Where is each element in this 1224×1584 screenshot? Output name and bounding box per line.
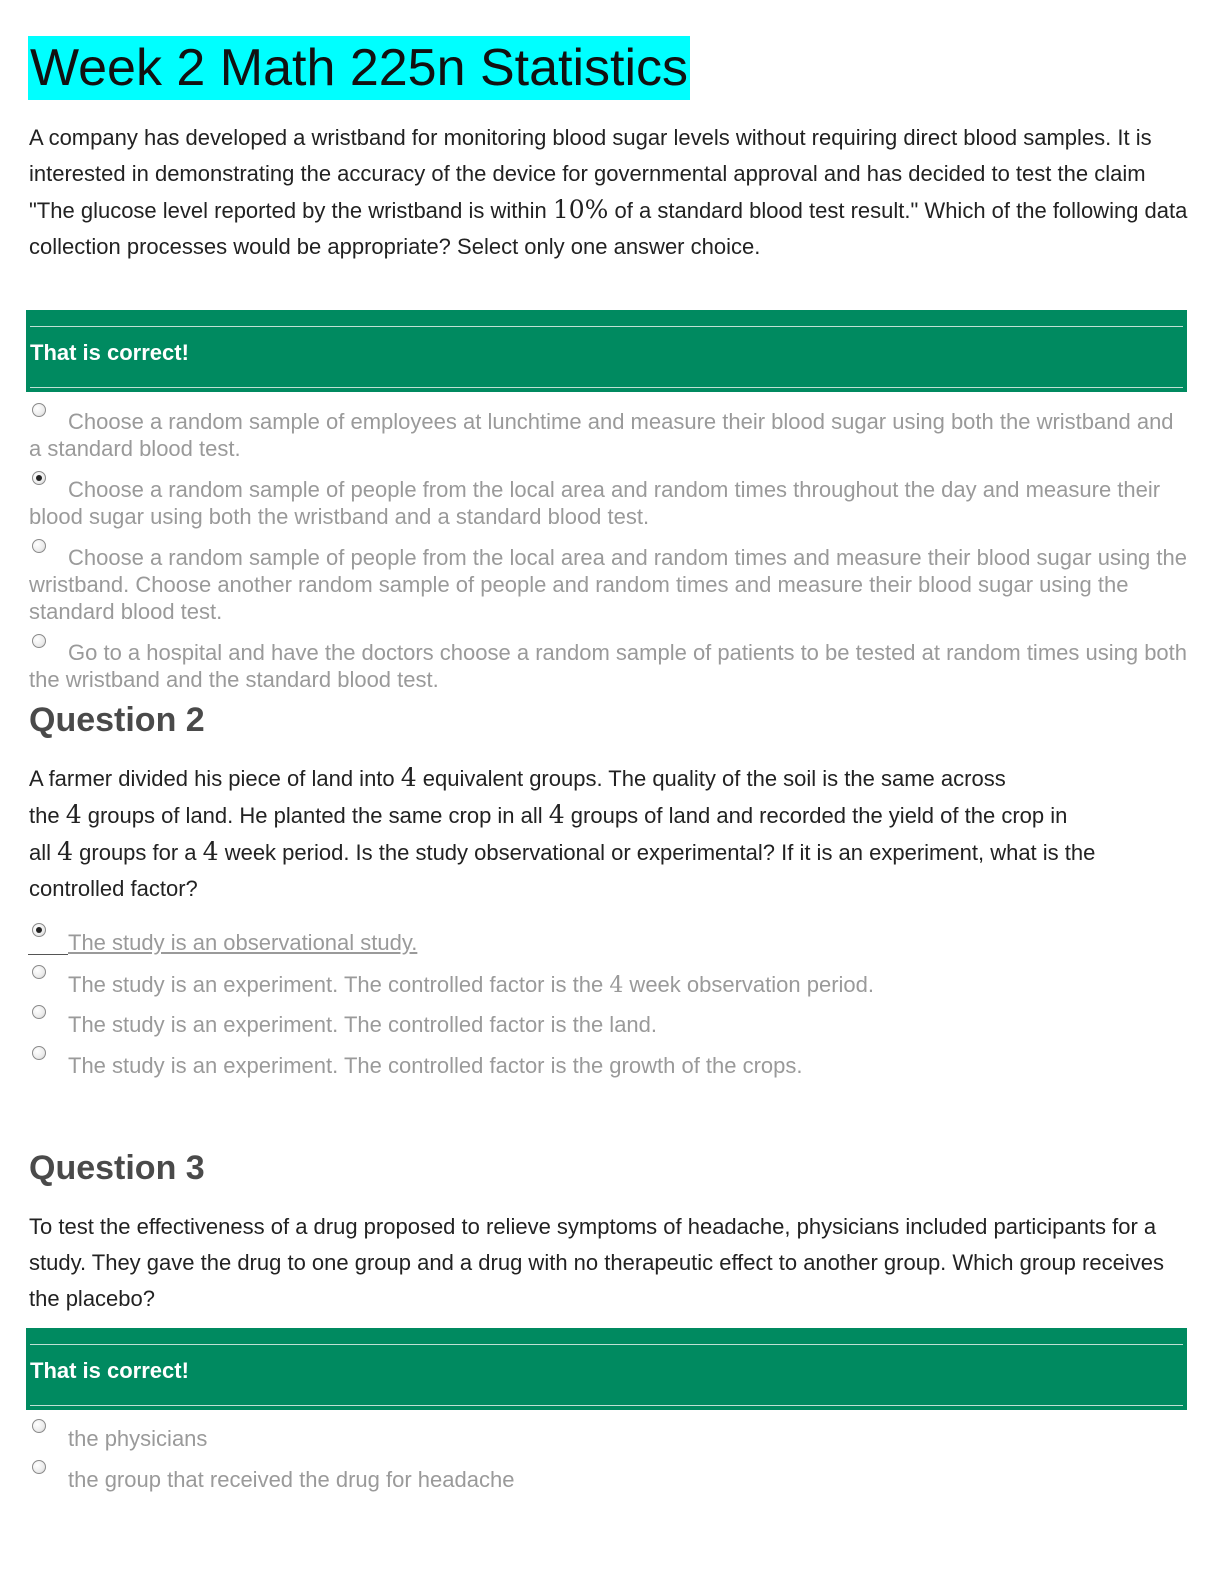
question-1-text-part-a: A company has developed a wristband for monitoring blood sugar levels without requiring direct blood samples. It is interested in demonstrating the accuracy of the device for governmental approval and has decided to test the claim "The glucose level reported by the wristband is within (29, 125, 1152, 223)
feedback-rule-top (30, 1344, 1183, 1345)
question-2-line-2 (29, 797, 1189, 834)
answer-label: The study is an experiment. The controlled factor is the land. (68, 1012, 658, 1037)
feedback-rule-bottom (30, 387, 1183, 388)
math-number: 4 (548, 800, 565, 829)
question-1-text-part-b: of a standard blood test result." Which of the following data collection processes would be appropriate? Select only one answer choice. (29, 198, 1188, 259)
math-percent: 10% (552, 195, 609, 224)
text-run: groups for a (73, 840, 203, 865)
answer-option-q2-d[interactable] (29, 1052, 1189, 1079)
question-2-line-3 (29, 834, 1189, 871)
text-run: equivalent groups. The quality of the soil is the same across (416, 766, 1006, 791)
selection-underline (28, 954, 68, 955)
math-number: 4 (202, 837, 219, 866)
text-run: groups of land and recorded the yield of the crop in (564, 803, 1068, 828)
answer-label: the group that received the drug for headache (68, 1467, 515, 1492)
answer-option-q2-a[interactable] (29, 929, 1189, 956)
text-run: all (29, 840, 58, 865)
answer-label: the physicians (68, 1426, 208, 1451)
math-number: 4 (57, 837, 74, 866)
answer-option-q1-c[interactable] (29, 544, 1189, 625)
answer-option-q3-b[interactable] (29, 1466, 1189, 1493)
answer-option-q2-b[interactable] (29, 971, 1189, 999)
math-number: 4 (65, 800, 82, 829)
answer-option-q1-b[interactable] (29, 476, 1189, 530)
answer-label-part: week observation period. (623, 972, 875, 997)
feedback-banner-1 (26, 310, 1187, 392)
question-2-heading: Question 2 (29, 701, 205, 739)
answer-label: The study is an experiment. The controlled factor is the growth of the crops. (68, 1053, 803, 1078)
question-2-line-4: controlled factor? (29, 876, 198, 901)
answer-label: The study is an observational study. (68, 930, 418, 955)
feedback-rule-top (30, 326, 1183, 327)
answer-label-part: The study is an experiment. The controlled factor is the (68, 972, 610, 997)
question-1-text (29, 120, 1189, 265)
answer-option-q3-a[interactable] (29, 1425, 1189, 1452)
feedback-banner-3 (26, 1328, 1187, 1410)
answer-option-q1-a[interactable] (29, 408, 1189, 462)
question-2-text (29, 760, 1189, 907)
question-3-heading: Question 3 (29, 1149, 205, 1187)
question-3-text: To test the effectiveness of a drug proposed to relieve symptoms of headache, physicians included participants for a study. They gave the drug to one group and a drug with no therapeutic effect to another group. Which group receives the placebo? (29, 1214, 1164, 1311)
answer-label: Go to a hospital and have the doctors choose a random sample of patients to be tested at random times using both the wristband and the standard blood test. (29, 640, 1188, 692)
math-number: 4 (609, 973, 624, 998)
text-run: A farmer divided his piece of land into (29, 766, 401, 791)
text-run: week period. Is the study observational or experimental? If it is an experiment, what is the (218, 840, 1096, 865)
feedback-rule-bottom (30, 1405, 1183, 1406)
answer-label: Choose a random sample of employees at lunchtime and measure their blood sugar using both the wristband and a standard blood test. (29, 409, 1174, 461)
answer-label: Choose a random sample of people from the local area and random times and measure their blood sugar using the wristband. Choose another random sample of people and random times and measure their blood sugar using the standard blood test. (29, 545, 1187, 624)
answer-option-q2-c[interactable] (29, 1011, 1189, 1038)
text-run: the (29, 803, 66, 828)
page-title: Week 2 Math 225n Statistics (28, 36, 690, 100)
feedback-label: That is correct! (30, 1358, 189, 1383)
math-number: 4 (400, 763, 417, 792)
feedback-label: That is correct! (30, 340, 189, 365)
answer-option-q1-d[interactable] (29, 639, 1189, 693)
text-run: groups of land. He planted the same crop in all (81, 803, 549, 828)
answer-label: Choose a random sample of people from the local area and random times throughout the day and measure their blood sugar using both the wristband and a standard blood test. (29, 477, 1161, 529)
question-2-line-1 (29, 760, 1189, 797)
